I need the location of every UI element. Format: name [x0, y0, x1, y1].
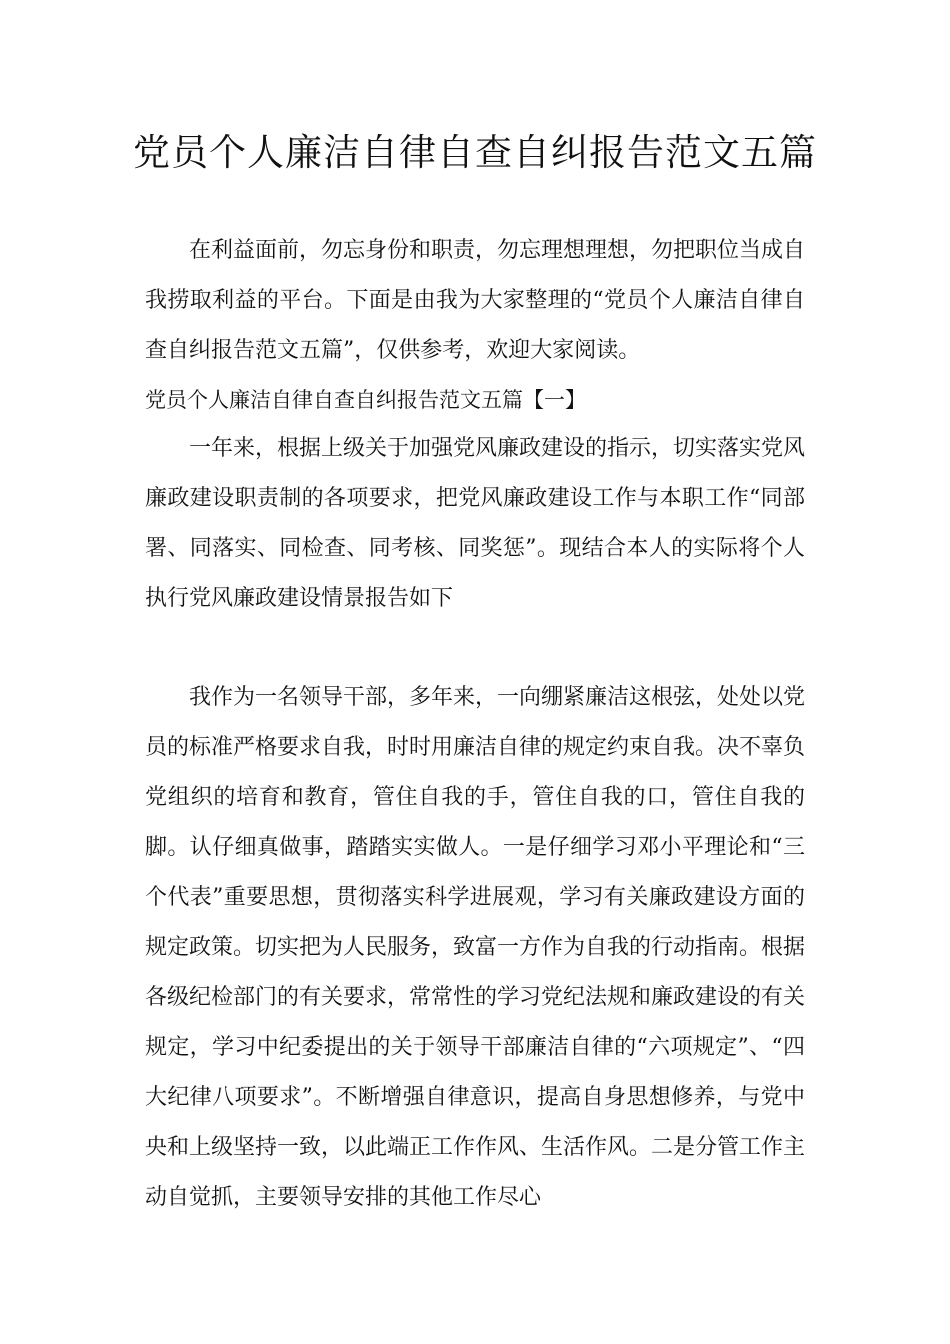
body-paragraph-2: 我作为一名领导干部，多年来，一向绷紧廉洁这根弦，处处以党员的标准严格要求自我，时时用廉洁自律的规定约束自我。决不辜负党组织的培育和教育，管住自我的手，管住自我的口，管住自我的脚。认仔细真做事，踏踏实实做人。一是仔细学习邓小平理论和“三个代表”重要思想，贯彻落实科学进展观，学习有关廉政建设方面的规定政策。切实把为人民服务，致富一方作为自我的行动指南。根据各级纪检部门的有关要求，常常性的学习党纪法规和廉政建设的有关规定，学习中纪委提出的关于领导干部廉洁自律的“六项规定”、“四大纪律八项要求”。不断增强自律意识，提高自身思想修养，与党中央和上级坚持一致，以此端正工作作风、生活作风。二是分管工作主动自觉抓，主要领导安排的其他工作尽心	[145, 685, 806, 1210]
intro-paragraph: 在利益面前，勿忘身份和职责，勿忘理想理想，勿把职位当成自我捞取利益的平台。下面是由我为大家整理的“党员个人廉洁自律自查自纠报告范文五篇”，仅供参考，欢迎大家阅读。	[145, 238, 806, 363]
document-title: 党员个人廉洁自律自查自纠报告范文五篇	[133, 131, 817, 174]
body-paragraph-1: 一年来，根据上级关于加强党风廉政建设的指示，切实落实党风廉政建设职责制的各项要求，把党风廉政建设工作与本职工作“同部署、同落实、同检查、同考核、同奖惩”。现结合本人的实际将个人执行党风廉政建设情景报告如下	[145, 436, 806, 611]
section-heading: 党员个人廉洁自律自查自纠报告范文五篇【一】	[145, 388, 586, 412]
